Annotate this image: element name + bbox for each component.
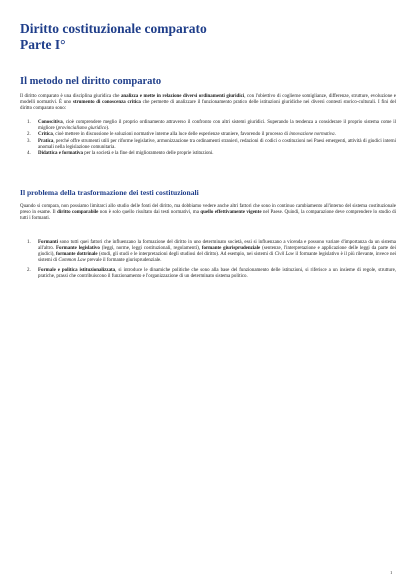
text-run: , cioè mettere in discussione le soluzioni normative interne alla luce delle esperienze straniere, favorendo il processo di <box>52 132 290 138</box>
bold-text: formante dottrinale <box>55 252 98 258</box>
bold-text: Formanti <box>38 240 59 245</box>
text-run: Quando si compara, non possiamo limitarci allo studio delle fonti del diritto, ma dobbiamo vedere anche altri fattori che sono in continuo cambiamento all'interno del sistema costituzionale preso in esame. Il <box>20 204 396 216</box>
text-run: non è solo quello risultato dai testi normativi, ma <box>98 210 201 216</box>
bold-text: strumento di conoscenza critica <box>72 100 141 106</box>
list-item <box>20 151 396 157</box>
list-item <box>20 132 396 138</box>
section-heading-metodo: Il metodo nel diritto comparato <box>20 76 162 87</box>
text-run: (sentenze, l'interpretazione e applicazione delle leggi da parte dei giudici), <box>38 246 396 258</box>
section2-list <box>20 240 396 284</box>
text-run: prevale il formante giurisprudenziale. <box>85 258 162 264</box>
text-run: , si introduce le dinamiche politiche che sono alla base del funzionamento delle istituzioni, si riferisce a un insieme di regole, strutture, pratiche, prassi che contribuiscono il funzionamento e l'organizzazione di un determinato sistema politico. <box>38 267 396 279</box>
text-run: , cioè comprendere meglio il proprio ordinamento attraverso il confronto con altri sistemi giuridici. Superando la tendenza a considerare il proprio sistema come il migliore ( <box>38 120 396 132</box>
bold-text: Formante legislativo <box>55 246 100 252</box>
text-run: Il diritto comparato è una disciplina giuridica che <box>20 94 121 99</box>
text-run: nel Paese. Quindi, la comparazione deve comprendere lo studio di tutti i formanti. <box>20 210 396 222</box>
text-run: . <box>334 132 336 138</box>
text-run: (studi, gli studi e le interpretazioni degli studiosi del diritto). Ad esempio, nei sistemi di <box>97 252 275 258</box>
italic-text: provincialismo giuridico <box>57 126 107 132</box>
italic-text: Common Law <box>58 258 86 264</box>
list-item <box>20 268 396 280</box>
text-run: che permette di analizzare il funzionamento pratico delle istituzioni giuridiche nei diversi contesti storico-culturali. I fini del diritto comparato sono: <box>20 100 396 112</box>
list-item-number: 1. <box>27 120 31 125</box>
title-line-2: Parte I° <box>20 37 66 52</box>
bold-text: Critica <box>38 132 53 138</box>
list-item <box>20 139 396 151</box>
list-item-number: 4. <box>27 151 31 157</box>
italic-text: innovazione normativa <box>289 132 335 138</box>
text-run: per la società e la fine del miglioramento delle proprie istituzioni. <box>82 151 214 157</box>
section-heading-trasformazione: Il problema della trasformazione dei testi costituzionali <box>20 188 199 197</box>
text-run: , perché offre strumenti utili per riforme legislative, armonizzazione tra ordinamenti stranieri, redazioni di codici o costituzioni nei Paesi emergenti, attività di giudici interni anomali nella legislazione comunitaria. <box>38 138 396 150</box>
list-item-number: 2. <box>27 267 31 273</box>
section1-intro-paragraph <box>20 94 396 112</box>
bold-text: Pratica <box>38 138 54 144</box>
page-number: 1 <box>390 570 393 575</box>
bold-text: formante giurisprudenziale <box>201 246 261 252</box>
list-item <box>20 120 396 132</box>
bold-text: Formale e politica istituzionalizzata <box>38 267 116 273</box>
document-title <box>20 21 400 53</box>
text-run: sono tutti quei fattori che influenzano la formazione del diritto in uno determinato società, essi si influenzano a vicenda e possono variare d'importanza da un sistema all'altro. <box>38 240 396 252</box>
bold-text: Didattica e formativa <box>38 151 83 157</box>
text-run: , con l'obiettivo di coglierne somiglianze, differenze, strutture, evoluzione e modelli normativi. È uno <box>20 94 396 106</box>
list-item-number: 2. <box>27 132 31 138</box>
italic-text: Civil Law <box>274 252 295 258</box>
text-run: ). <box>106 126 110 132</box>
title-line-1: Diritto costituzionale comparato <box>20 21 207 36</box>
section1-list <box>20 120 396 157</box>
text-run: (leggi, norme, leggi costituzionali, regolamenti), <box>99 246 202 252</box>
list-item-number: 1. <box>27 240 31 245</box>
list-item-number: 3. <box>27 138 31 144</box>
bold-text: analizza e mette in relazione diversi ordinamenti giuridici <box>120 94 245 99</box>
bold-text: Conoscitiva <box>38 120 63 125</box>
section2-intro-paragraph <box>20 204 396 222</box>
bold-text: quello effettivamente vigente <box>200 210 262 216</box>
text-run: il formante legislativo è il più rilevante, invece nei sistemi di <box>38 252 397 264</box>
bold-text: diritto comparabile <box>57 210 99 216</box>
list-item <box>20 240 396 264</box>
